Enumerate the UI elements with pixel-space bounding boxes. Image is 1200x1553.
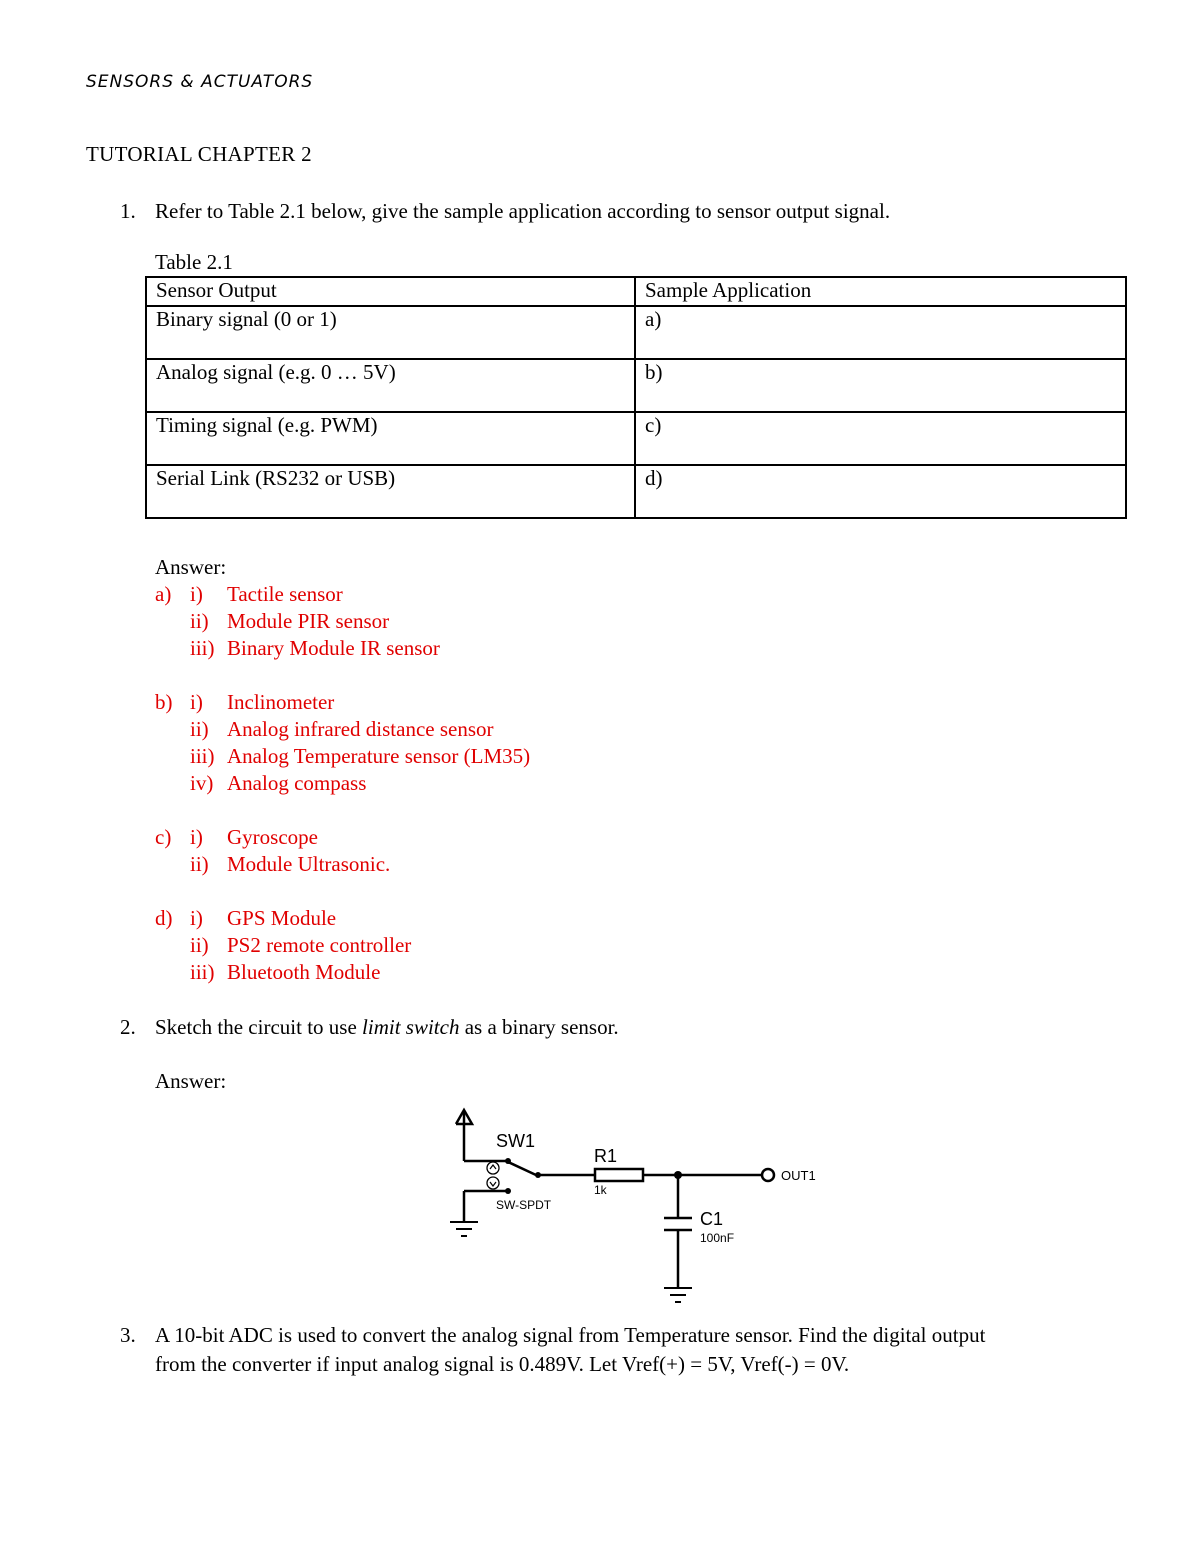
- answer-letter: c): [155, 825, 172, 849]
- resistor-body: [595, 1169, 643, 1181]
- answer-letter: b): [155, 690, 173, 714]
- page-title: TUTORIAL CHAPTER 2: [86, 142, 312, 166]
- question-3-line-2: from the converter if input analog signal is 0.489V. Let Vref(+) = 5V, Vref(-) = 0V.: [155, 1352, 850, 1376]
- answer-item-number: i): [190, 690, 203, 714]
- table-cell: b): [635, 359, 1126, 412]
- ground-icon: [450, 1222, 478, 1236]
- answer-item-text: Module PIR sensor: [227, 609, 390, 633]
- answer-item-number: ii): [190, 852, 209, 876]
- answer-item-number: ii): [190, 609, 209, 633]
- answer-item-text: Analog Temperature sensor (LM35): [227, 744, 531, 768]
- capacitor-label: C1: [700, 1209, 724, 1229]
- answer-item-text: Gyroscope: [227, 825, 318, 849]
- switch-contact: [505, 1188, 511, 1194]
- question-3-number: 3.: [120, 1323, 136, 1347]
- switch-up-indicator-icon: [487, 1162, 499, 1174]
- answer-item-number: iii): [190, 636, 215, 660]
- answer-item-text: PS2 remote controller: [227, 933, 412, 957]
- question-2-text-end: as a binary sensor.: [459, 1015, 619, 1039]
- table-header-cell: Sample Application: [635, 277, 1126, 306]
- answer-item-number: i): [190, 825, 203, 849]
- answer-item-number: iii): [190, 960, 215, 984]
- answer-item-number: ii): [190, 717, 209, 741]
- table-row: [146, 359, 1126, 412]
- table-row: [146, 465, 1126, 518]
- answer-item-text: Module Ultrasonic.: [227, 852, 391, 876]
- switch-blade: [506, 1161, 536, 1175]
- answer-item-text: Analog infrared distance sensor: [227, 717, 494, 741]
- question-2-text-start: Sketch the circuit to use: [155, 1015, 363, 1039]
- answer-item-number: iii): [190, 744, 215, 768]
- switch-down-indicator-icon: [487, 1177, 499, 1189]
- switch-contact: [535, 1172, 541, 1178]
- junction-dot: [674, 1171, 682, 1179]
- ground-icon: [664, 1288, 692, 1302]
- table-cell: a): [635, 306, 1126, 359]
- table-cell: d): [635, 465, 1126, 518]
- answer-item-number: i): [190, 582, 203, 606]
- answer-item-number: iv): [190, 771, 214, 795]
- answer-item-text: GPS Module: [227, 906, 337, 930]
- table-row: [146, 306, 1126, 359]
- switch-contact: [505, 1158, 511, 1164]
- table-cell: Binary signal (0 or 1): [146, 306, 635, 359]
- question-1-number: 1.: [120, 199, 136, 223]
- answer-item-text: Bluetooth Module: [227, 960, 381, 984]
- table-header-cell: Sensor Output: [146, 277, 635, 306]
- table-header-row: [146, 277, 1126, 306]
- switch-label: SW1: [496, 1131, 536, 1151]
- resistor-label: R1: [594, 1146, 618, 1166]
- table-cell: Timing signal (e.g. PWM): [146, 412, 635, 465]
- answer-item-text: Binary Module IR sensor: [227, 636, 440, 660]
- answer-item-text: Inclinometer: [227, 690, 335, 714]
- course-header: SENSORS & ACTUATORS: [86, 72, 314, 92]
- answer-letter: a): [155, 582, 172, 606]
- answer-letter: d): [155, 906, 173, 930]
- answer-label: Answer:: [155, 1069, 227, 1093]
- table-cell: c): [635, 412, 1126, 465]
- table-caption: Table 2.1: [155, 250, 233, 274]
- output-label: OUT1: [781, 1168, 816, 1183]
- answer-item-text: Tactile sensor: [227, 582, 343, 606]
- answer-item-text: Analog compass: [227, 771, 367, 795]
- table-cell: Serial Link (RS232 or USB): [146, 465, 635, 518]
- switch-type-label: SW-SPDT: [496, 1198, 552, 1212]
- resistor-value: 1k: [594, 1183, 607, 1197]
- question-2-text: [155, 1014, 619, 1041]
- capacitor-value: 100nF: [700, 1231, 735, 1245]
- output-terminal: [762, 1169, 774, 1181]
- limit-switch-circuit: [440, 1100, 840, 1315]
- answer-item-number: i): [190, 906, 203, 930]
- question-3-line-1: A 10-bit ADC is used to convert the analog signal from Temperature sensor. Find the digital output: [155, 1323, 986, 1347]
- question-2-number: 2.: [120, 1015, 136, 1039]
- table-cell: Analog signal (e.g. 0 … 5V): [146, 359, 635, 412]
- table-row: [146, 412, 1126, 465]
- question-1-text: Refer to Table 2.1 below, give the sample application according to sensor output signal.: [155, 199, 891, 223]
- answer-item-number: ii): [190, 933, 209, 957]
- answer-label: Answer:: [155, 555, 227, 579]
- sensor-output-table: [145, 276, 1127, 519]
- question-2-text-italic: limit switch: [362, 1015, 460, 1039]
